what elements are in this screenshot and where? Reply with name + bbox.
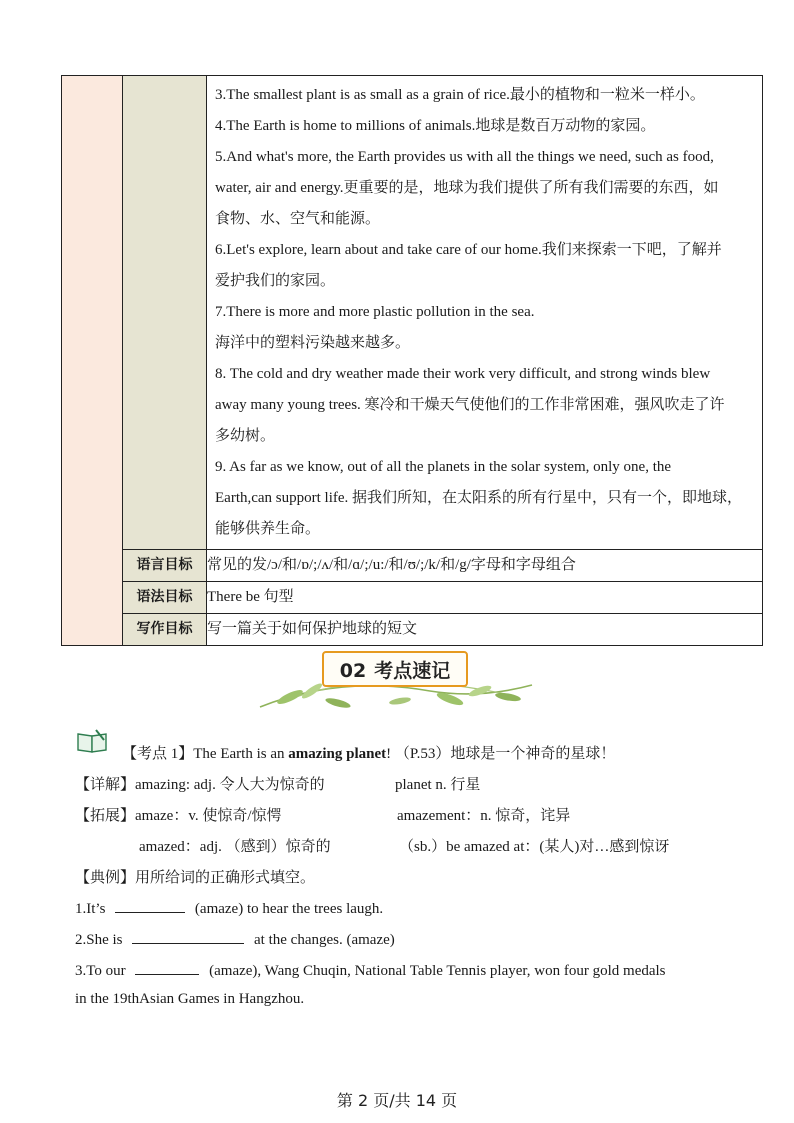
key-sentences-cell (207, 76, 763, 550)
sentence-line: 海洋中的塑料污染越来越多。 (215, 335, 411, 351)
extend-item3: amazed：adj. （感到）惊奇的 (139, 839, 331, 855)
section-banner (250, 645, 540, 715)
grammar-goal-value: There be 句型 (207, 582, 763, 614)
extend-line-item2 (397, 804, 570, 825)
answer-blank-1[interactable] (115, 898, 185, 913)
point-sentence-bold: amazing planet (288, 746, 387, 762)
page-footer: 第 2 页/共 14 页 (336, 1091, 458, 1110)
sentence-line: water, air and energy.更重要的是，地球为我们提供了所有我们需要的东西，如 (215, 180, 719, 196)
question-2 (75, 929, 395, 949)
extend-head: 【拓展】 (75, 808, 136, 824)
question-3-pre: 3.To our (75, 963, 126, 979)
point-head: 【考点 1】 (122, 746, 194, 762)
detail-line-item2 (395, 773, 480, 794)
sentence-line: 5.And what's more, the Earth provides us with all the things we need, such as food, (215, 149, 714, 165)
question-1-pre: 1.It’s (75, 901, 106, 917)
question-3-post: (amaze), Wang Chuqin, National Table Tennis player, won four gold medals (209, 963, 666, 979)
sentence-line: 爱护我们的家园。 (215, 273, 336, 289)
extend-item2: amazement：n. 惊奇，诧异 (397, 808, 571, 824)
grammar-goal-label: 语法目标 (123, 582, 207, 614)
sentence-line: 食物、水、空气和能源。 (215, 211, 381, 227)
language-goal-label: 语言目标 (123, 550, 207, 582)
writing-goal-label: 写作目标 (123, 614, 207, 646)
question-2-post: at the changes. (amaze) (254, 932, 395, 948)
language-goal-value: 常见的发/ɔ/和/ɒ/;/ʌ/和/ɑ/;/u:/和/ʊ/;/k/和/g/字母和字母组合 (207, 550, 763, 582)
answer-blank-3[interactable] (135, 960, 199, 975)
sentence-line: 能够供养生命。 (215, 521, 321, 537)
section-title (322, 651, 468, 687)
extend-item1: amaze：v. 使惊奇/惊愕 (135, 808, 282, 824)
point-line (122, 742, 615, 763)
point-sentence-post: ! （P.53）地球是一个神奇的星球！ (386, 746, 616, 762)
example-head: 【典例】 (75, 870, 136, 886)
detail-line (75, 773, 325, 794)
extend-item4: （sb.）be amazed at：(某人)对…感到惊讶 (399, 839, 670, 855)
extend-line (75, 804, 282, 825)
detail-item1: amazing: adj. 令人大为惊奇的 (135, 777, 325, 793)
table-side-column (62, 76, 123, 646)
sentence-line: 8. The cold and dry weather made their work very difficult, and strong winds blew (215, 366, 711, 382)
section-number: 02 (339, 660, 367, 682)
detail-item2: planet n. 行星 (395, 777, 481, 793)
sentence-line: 4.The Earth is home to millions of animals.地球是数百万动物的家园。 (215, 118, 656, 134)
detail-head: 【详解】 (75, 777, 136, 793)
extend-line-item3 (139, 835, 331, 856)
question-2-pre: 2.She is (75, 932, 123, 948)
question-3 (75, 960, 666, 980)
question-1 (75, 898, 383, 918)
sentence-line: 9. As far as we know, out of all the planets in the solar system, only one, the (215, 459, 672, 475)
sentence-line: 多幼树。 (215, 428, 276, 444)
sentence-line: 7.There is more and more plastic pollution in the sea. (215, 304, 535, 320)
objectives-table (61, 75, 763, 646)
question-1-post: (amaze) to hear the trees laugh. (194, 901, 384, 917)
sentence-line: Earth,can support life. 据我们所知，在太阳系的所有行星中，只有一个，即地球， (215, 490, 743, 506)
question-3-line2-text: in the 19thAsian Games in Hangzhou. (75, 991, 305, 1007)
answer-blank-2[interactable] (132, 929, 244, 944)
extend-line-item4 (399, 835, 669, 856)
key-sentences (207, 76, 762, 549)
sentence-line: 3.The smallest plant is as small as a grain of rice.最小的植物和一粒米一样小。 (215, 87, 705, 103)
point-sentence-pre: The Earth is an (193, 746, 289, 762)
sentence-line: away many young trees. 寒冷和干燥天气使他们的工作非常困难，强风吹走了许 (215, 397, 725, 413)
example-instruction: 用所给词的正确形式填空。 (135, 870, 316, 886)
example-line (75, 866, 315, 887)
writing-goal-value: 写一篇关于如何保护地球的短文 (207, 614, 763, 646)
section-title-text: 考点速记 (374, 660, 451, 682)
sentence-line: 6.Let's explore, learn about and take care of our home.我们来探索一下吧，了解并 (215, 242, 722, 258)
table-label-cell (123, 76, 207, 550)
book-pencil-icon (76, 728, 110, 754)
question-3-line2 (75, 991, 304, 1008)
